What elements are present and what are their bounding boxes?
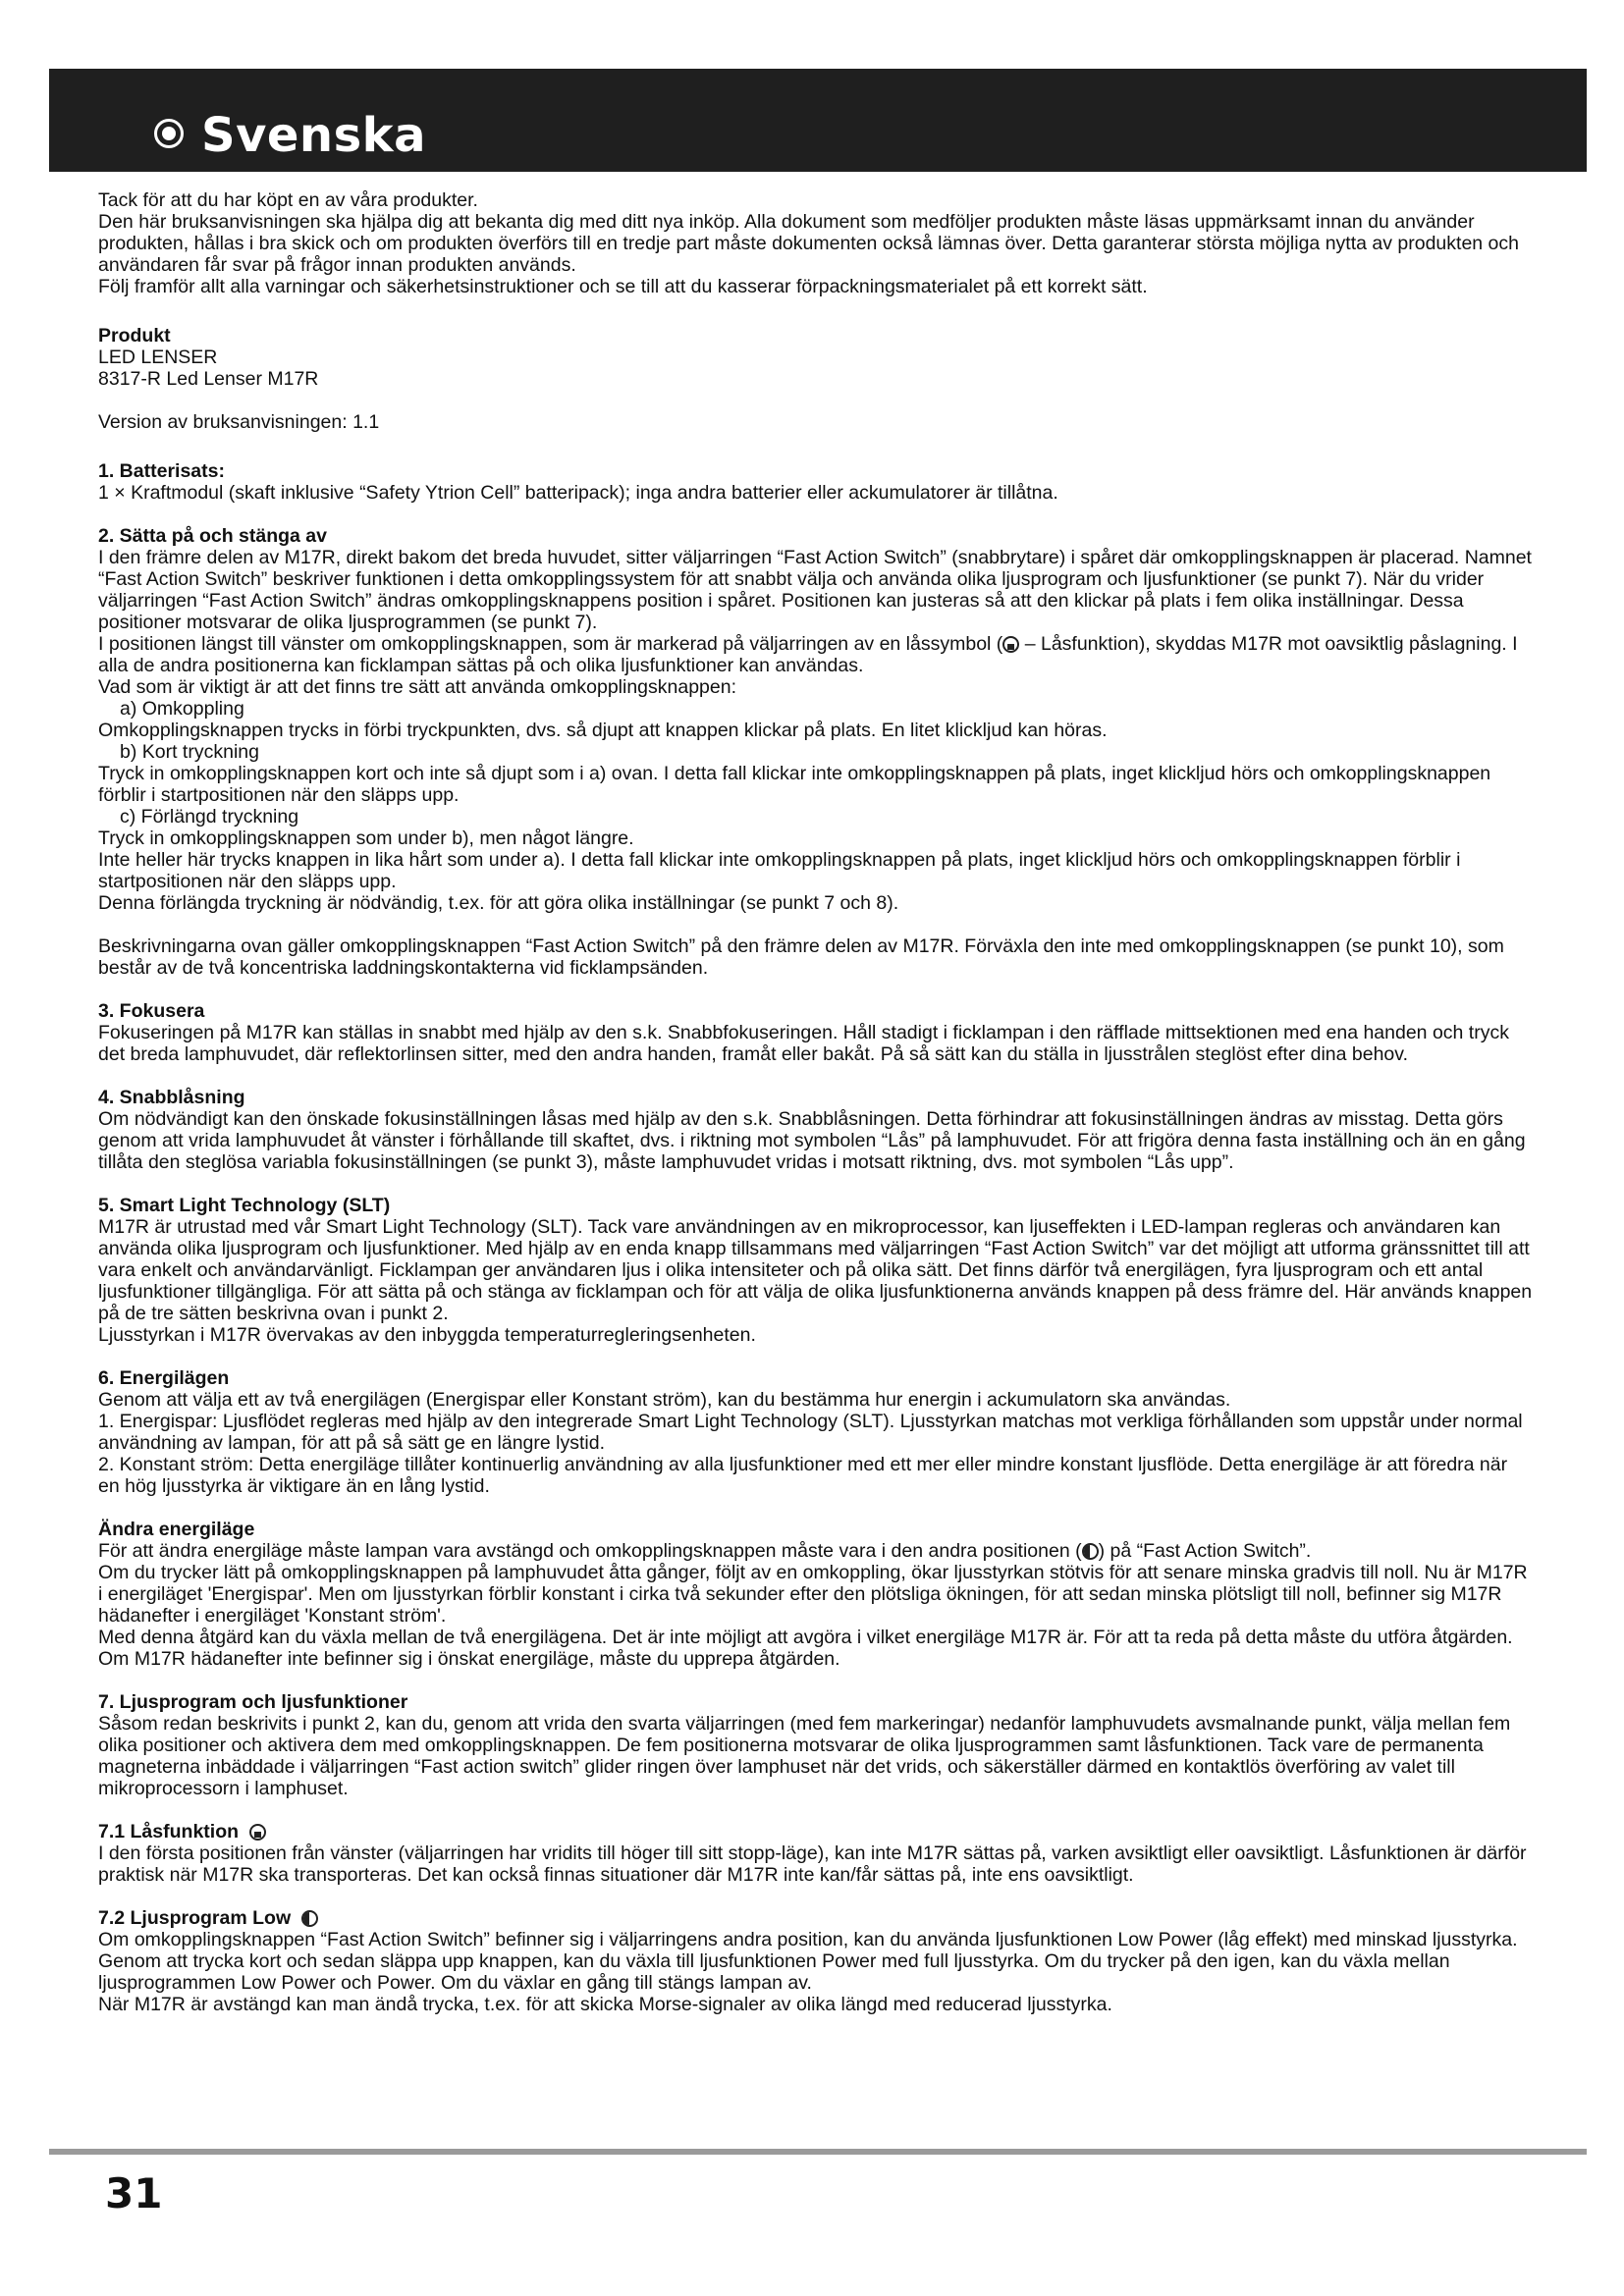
section-3-heading: 3. Fokusera (98, 1000, 205, 1022)
option-a-label: a) Omkoppling (120, 698, 244, 720)
section-2-paragraph: I den främre delen av M17R, direkt bakom det breda huvudet, sitter väljarringen “Fast Action Switch” (snabbrytare) i spåret där omkopplingsknappen är placerad. Namnet “Fast Action Switch” beskriver funktionen i detta omkopplingssystem för att snabbt välja och använda olika ljusprogram och ljusfunktioner (se punkt 7). När du vrider väljarringen “Fast Action Switch” ändras omkopplingsknappens position i spåret. Positionen kan justeras så att den klickar på plats i fem olika inställningar. Dessa positioner motsvarar de olika ljusprogrammen (se punkt 7). (98, 547, 1532, 633)
option-c-text: Tryck in omkopplingsknappen som under b), men något längre. (98, 828, 634, 849)
section-2-paragraph: Beskrivningarna ovan gäller omkopplingsknappen “Fast Action Switch” på den främre delen av M17R. Förväxla den inte med omkopplingsknappen (se punkt 10), som består av de två koncentriska laddningskontakterna vid ficklampsänden. (98, 935, 1504, 979)
language-title: Svenska (201, 108, 426, 163)
intro-paragraph: Tack för att du har köpt en av våra produkter. (98, 189, 478, 211)
change-mode-text-after: ) på “Fast Action Switch”. (1098, 1540, 1312, 1562)
section-1-text: 1 × Kraftmodul (skaft inklusive “Safety Ytrion Cell” batteripack); inga andra batterier eller ackumulatorer är tillåtna. (98, 482, 1058, 504)
change-mode-heading: Ändra energiläge (98, 1519, 255, 1540)
change-mode-paragraph (98, 1540, 1534, 1562)
section-1-heading: 1. Batterisats: (98, 460, 225, 482)
footer-divider (49, 2149, 1587, 2155)
section-3-text: Fokuseringen på M17R kan ställas in snabbt med hjälp av den s.k. Snabbfokuseringen. Håll stadigt i ficklampan i den räfflade mittsektionen med ena handen och tryck det breda lamphuvudet, där reflektorlinsen sitter, med den andra handen, framåt eller bakåt. På så sätt kan du ställa in ljusstrålen steglöst efter dina behov. (98, 1022, 1509, 1065)
section-6-heading: 6. Energilägen (98, 1367, 230, 1389)
product-brand: LED LENSER (98, 347, 218, 368)
lock-icon (1002, 636, 1019, 653)
section-7-2-paragraph: Om omkopplingsknappen “Fast Action Switch” befinner sig i väljarringens andra position, kan du använda ljusfunktionen Low Power (låg effekt) med minskad ljusstyrka. Genom att trycka kort och sedan släppa upp knappen, kan du växla till ljusfunktionen Power med full ljusstyrka. Om du trycker på den igen, kan du växla mellan ljusprogrammen Low Power och Power. Om du växlar en gång till stängs lampan av. (98, 1929, 1518, 1994)
section-6-paragraph: Genom att välja ett av två energilägen (Energispar eller Konstant ström), kan du bestämma hur energin i ackumulatorn ska användas. (98, 1389, 1231, 1411)
lock-text-before: I positionen längst till vänster om omkopplingsknappen, som är markerad på väljarringen av en låssymbol ( (98, 633, 1003, 655)
option-b-label: b) Kort tryckning (120, 741, 259, 763)
section-4-text: Om nödvändigt kan den önskade fokusinställningen låsas med hjälp av den s.k. Snabblåsningen. Detta förhindrar att fokusinställningen ändras av misstag. Detta görs genom att vrida lamphuvudet åt vänster i förhållande till skaftet, dvs. i riktning mot symbolen “Lås” på lamphuvudet. För att frigöra denna fasta inställning och än en gång tillåta den steglösa variabla fokusinställningen (se punkt 3), måste lamphuvudet vridas i motsatt riktning, dvs. mot symbolen “Lås upp”. (98, 1108, 1526, 1173)
section-2-lock-paragraph (98, 633, 1534, 676)
section-7-text: Såsom redan beskrivits i punkt 2, kan du, genom att vrida den svarta väljarringen (med fem markeringar) nedanför lamphuvudets avsmalnande punkt, välja mellan fem olika positioner och aktivera dem med omkopplingsknappen. De fem positionerna motsvarar de olika ljusprogrammen samt låsfunktionen. Tack vare de permanenta magneterna inbäddade i väljarringen “Fast action switch” glider ringen över lamphuset när det vrids, och säkerställer därmed en kontaktlös överföring av valet till mikroprocessorn i lamphuset. (98, 1713, 1511, 1799)
section-7-1-heading (98, 1821, 1534, 1842)
manual-content (98, 189, 1534, 2015)
section-5-paragraph: Ljusstyrkan i M17R övervakas av den inbyggda temperaturregleringsenheten. (98, 1324, 756, 1346)
change-mode-paragraph: Med denna åtgärd kan du växla mellan de två energilägena. Det är inte möjligt att avgöra i vilket energiläge M17R är. För att ta reda på detta måste du utföra åtgärden. Om M17R hädanefter inte befinner sig i önskat energiläge, måste du upprepa åtgärden. (98, 1627, 1513, 1670)
section-7-2-heading-text: 7.2 Ljusprogram Low (98, 1907, 292, 1929)
section-7-2-heading (98, 1907, 1534, 1929)
change-mode-paragraph: Om du trycker lätt på omkopplingsknappen på lamphuvudet åtta gånger, följt av en omkoppling, ökar ljusstyrkan stötvis för att senare minska gradvis till noll. Nu är M17R i energiläget 'Energispar'. Men om ljusstyrkan förblir konstant i cirka två sekunder efter den plötsliga ökningen, för att sedan minska plötsligt till noll, befinner sig M17R hädanefter i energiläget 'Konstant ström'. (98, 1562, 1528, 1627)
section-2-heading: 2. Sätta på och stänga av (98, 525, 328, 547)
option-c-text: Denna förlängda tryckning är nödvändig, t.ex. för att göra olika inställningar (se punkt 7 och 8). (98, 892, 899, 914)
section-6-paragraph: 2. Konstant ström: Detta energiläge tillåter kontinuerlig användning av alla ljusfunktioner med ett mer eller mindre konstant ljusflöde. Detta energiläge är att föredra när en hög ljusstyrka är viktigare än en lång lystid. (98, 1454, 1508, 1497)
section-5-heading: 5. Smart Light Technology (SLT) (98, 1195, 391, 1216)
section-2-paragraph: Vad som är viktigt är att det finns tre sätt att använda omkopplingsknappen: (98, 676, 737, 698)
section-7-heading: 7. Ljusprogram och ljusfunktioner (98, 1691, 408, 1713)
lock-icon (249, 1824, 266, 1841)
manual-version: Version av bruksanvisningen: 1.1 (98, 411, 380, 433)
section-7-2-paragraph: När M17R är avstängd kan man ändå trycka, t.ex. för att skicka Morse-signaler av olika längd med reducerad ljusstyrka. (98, 1994, 1112, 2015)
product-heading: Produkt (98, 325, 171, 347)
option-b-text: Tryck in omkopplingsknappen kort och inte så djupt som i a) ovan. I detta fall klickar inte omkopplingsknappen på plats, inget klickljud hörs och omkopplingsknappen förblir i startpositionen när den släpps upp. (98, 763, 1491, 806)
language-header (49, 69, 1587, 172)
radio-dot-icon (154, 119, 184, 148)
lock-text-after: – Låsfunktion), skyddas M17R mot oavsiktlig påslagning. I alla de andra positionerna kan ficklampan sättas på och olika ljusfunktioner kan användas. (98, 633, 1518, 676)
page-number: 31 (105, 2169, 163, 2217)
option-a-text: Omkopplingsknappen trycks in förbi tryckpunkten, dvs. så djupt att knappen klickar på plats. En litet klickljud kan höras. (98, 720, 1108, 741)
half-circle-icon (1082, 1543, 1099, 1560)
change-mode-text-before: För att ändra energiläge måste lampan vara avstängd och omkopplingsknappen måste vara i den andra positionen ( (98, 1540, 1082, 1562)
product-model: 8317-R Led Lenser M17R (98, 368, 319, 390)
section-7-1-text: I den första positionen från vänster (väljarringen har vridits till höger till sitt stopp-läge), kan inte M17R sättas på, varken avsiktligt eller oavsiktligt. Låsfunktionen är därför praktisk när M17R ska transporteras. Det kan också finnas situationer där M17R inte kan/får sättas på, inte ens oavsiktligt. (98, 1842, 1527, 1886)
option-c-label: c) Förlängd tryckning (120, 806, 299, 828)
intro-paragraph: Följ framför allt alla varningar och säkerhetsinstruktioner och se till att du kasserar förpackningsmaterialet på ett korrekt sätt. (98, 276, 1148, 297)
section-4-heading: 4. Snabblåsning (98, 1087, 245, 1108)
option-c-text: Inte heller här trycks knappen in lika hårt som under a). I detta fall klickar inte omkopplingsknappen på plats, inget klickljud hörs och omkopplingsknappen förblir i startpositionen när den släpps upp. (98, 849, 1461, 892)
intro-paragraph: Den här bruksanvisningen ska hjälpa dig att bekanta dig med ditt nya inköp. Alla dokument som medföljer produkten måste läsas uppmärksamt innan du använder produkten, hållas i bra skick och om produkten överförs till en tredje part måste dokumenten också lämnas över. Detta garanterar största möjliga nytta av produkten och användaren får svar på frågor innan produkten används. (98, 211, 1519, 276)
section-7-1-heading-text: 7.1 Låsfunktion (98, 1821, 240, 1842)
section-5-paragraph: M17R är utrustad med vår Smart Light Technology (SLT). Tack vare användningen av en mikroprocessor, kan ljuseffekten i LED-lampan regleras och användaren kan använda olika ljusprogram och ljusfunktioner. Med hjälp av en enda knapp tillsammans med väljarringen “Fast Action Switch” var det möjligt att utforma gränssnittet till att vara enkelt och användarvänligt. Ficklampan ger användaren ljus i olika intensiteter och på olika sätt. Det finns därför två energilägen, fyra ljusprogram och ett antal ljusfunktioner tillgängliga. För att sätta på och stänga av ficklampan och för att välja de olika ljusfunktionerna används knappen på dess främre del. Här används knappen på de tre sätten beskrivna ovan i punkt 2. (98, 1216, 1533, 1324)
section-6-paragraph: 1. Energispar: Ljusflödet regleras med hjälp av den integrerade Smart Light Technology (SLT). Ljusstyrkan matchas mot verkliga förhållanden som uppstår under normal användning av lampan, för att på så sätt ge en längre lystid. (98, 1411, 1523, 1454)
half-circle-icon (301, 1910, 318, 1927)
